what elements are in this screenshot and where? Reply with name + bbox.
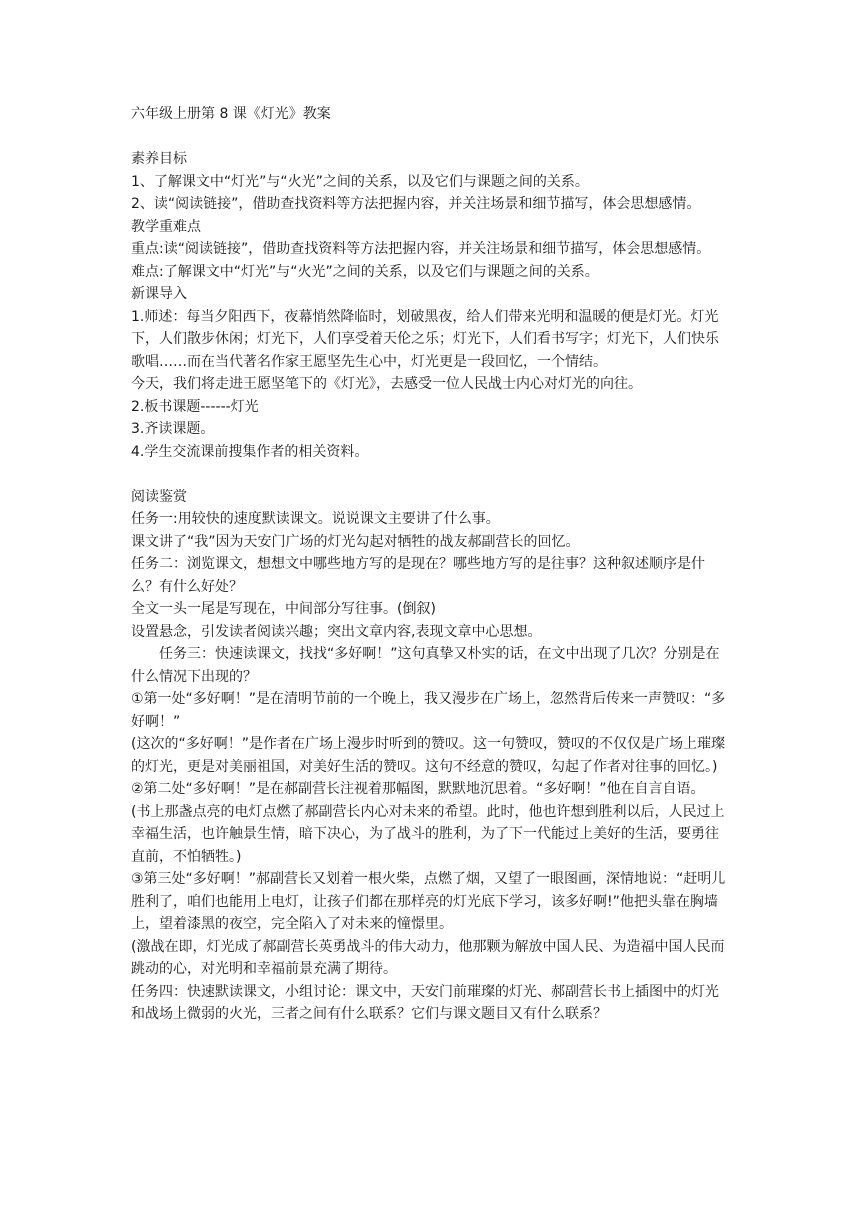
difficult-point: 难点:了解课文中“灯光”与“火光”之间的关系，以及它们与课题之间的关系。 [131, 263, 599, 280]
reading-heading: 阅读鉴赏 [131, 488, 187, 505]
task-two-answer: 设置悬念，引发读者阅读兴趣；突出文章内容,表现文章中心思想。 [131, 623, 542, 640]
intro-step: 3.齐读课题。 [131, 421, 215, 437]
intro-step: 4.学生交流课前搜集作者的相关资料。 [131, 443, 369, 460]
task-two: 任务二：浏览课文，想想文中哪些地方写的是现在？哪些地方写的是往事？这种叙述顺序是什么？有什么好处？ [131, 556, 705, 595]
task-three-second-note: (书上那盏点亮的电灯点燃了郝副营长内心对未来的希望。此时，他也许想到胜利以后，人民过上幸福生活，也许触景生情，暗下决心，为了战斗的胜利，为了下一代能过上美好的生活，要勇往直前，不怕牺牲。) [131, 803, 725, 865]
task-three-third: ③第三处“多好啊！”郝副营长又划着一根火柴，点燃了烟，又望了一眼图画，深情地说：“赶明儿胜利了，咱们也能用上电灯，让孩子们都在那样亮的灯光底下学习，该多好啊!”他把头靠在胸墙上，望着漆黑的夜空，完全陷入了对未来的憧憬里。 [131, 871, 726, 932]
document-title: 六年级上册第 8 课《灯光》教案 [131, 106, 331, 122]
intro-step: 2.板书课题------灯光 [131, 398, 259, 415]
intro-heading: 新课导入 [131, 286, 187, 302]
blank-line [131, 463, 731, 486]
goal-item: 1、了解课文中“灯光”与“火光”之间的关系，以及它们与课题之间的关系。 [131, 173, 589, 190]
task-four: 任务四：快速默读课文，小组讨论：课文中，天安门前璀璨的灯光、郝副营长书上插图中的灯光和战场上微弱的火光，三者之间有什么联系？它们与课文题目又有什么联系？ [131, 983, 719, 1022]
task-three-first-note: (这次的“多好啊！”是作者在广场上漫步时听到的赞叹。这一句赞叹，赞叹的不仅仅是广场上璀璨的灯光，更是对美丽祖国，对美好生活的赞叹。这句不经意的赞叹，勾起了作者对往事的回忆。) [131, 736, 725, 775]
intro-paragraph: 1.师述：每当夕阳西下，夜幕悄然降临时，划破黑夜，给人们带来光明和温暖的便是灯光。灯光下，人们散步休闲；灯光下，人们享受着天伦之乐；灯光下，人们看书写字；灯光下，人们快乐歌唱……而在当代著名作家王愿坚先生心中，灯光更是一段回忆，一个情结。 [131, 308, 719, 370]
lesson-plan-body [131, 103, 731, 1026]
task-three: 任务三：快速读课文，找找“多好啊！”这句真挚又朴实的话，在文中出现了几次？分别是在什么情况下出现的？ [131, 646, 720, 685]
task-two-answer: 全文一头一尾是写现在，中间部分写往事。(倒叙) [131, 601, 436, 617]
blank-line [131, 126, 731, 149]
task-one: 任务一:用较快的速度默读课文。说说课文主要讲了什么事。 [131, 511, 500, 527]
key-point: 重点:读“阅读链接”，借助查找资料等方法把握内容，并关注场景和细节描写，体会思想感情。 [131, 241, 711, 257]
task-one-answer: 课文讲了“我”因为天安门广场的灯光勾起对牺牲的战友郝副营长的回忆。 [131, 533, 580, 550]
task-three-second: ②第二处“多好啊！”是在郝副营长注视着那幅图，默默地沉思着。“多好啊！”他在自言自语。 [131, 781, 705, 797]
task-three-third-note: (激战在即，灯光成了郝副营长英勇战斗的伟大动力，他那颗为解放中国人民、为造福中国人民而跳动的心，对光明和幸福前景充满了期待。 [131, 938, 725, 977]
focus-heading: 教学重难点 [131, 218, 201, 235]
task-three-first: ①第一处“多好啊！”是在清明节前的一个晚上，我又漫步在广场上，忽然背后传来一声赞叹：“多好啊！” [131, 691, 726, 730]
goals-heading: 素养目标 [131, 151, 187, 167]
goal-item: 2、读“阅读链接”，借助查找资料等方法把握内容，并关注场景和细节描写，体会思想感情。 [131, 196, 701, 212]
intro-paragraph: 今天，我们将走进王愿坚笔下的《灯光》，去感受一位人民战士内心对灯光的向往。 [131, 376, 642, 392]
